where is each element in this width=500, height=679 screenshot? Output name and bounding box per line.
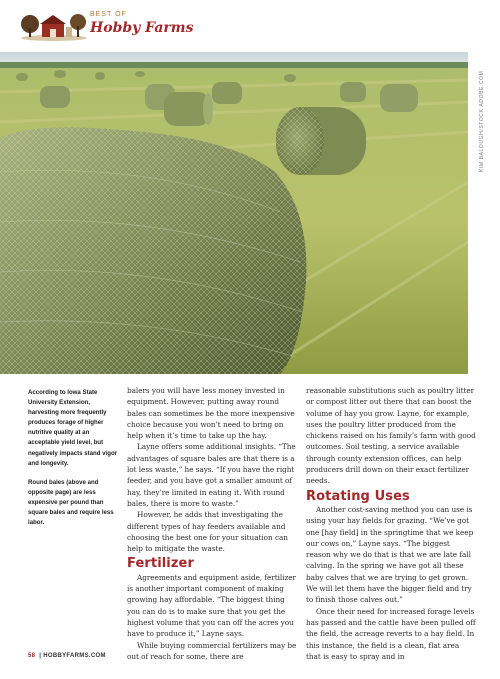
paragraph: However, he adds that investigating the different types of hay feeders available and choosing the best one for your situation can help to mitigate the waste. xyxy=(127,510,288,554)
farm-illustration-icon xyxy=(20,12,88,42)
best-of-hobby-farms-logo xyxy=(20,10,194,46)
hay-field-image xyxy=(0,52,468,374)
paragraph: Another cost-saving method you can use is using your hay fields for grazing. “We’ve got one [hay field] in the springtime that we keep our cows on,” Layne says. “The biggest reason why we do that is that we are late fall calving. In the spring we have got all these baby calves that we are trying to get grown. We will let them have the bigger field and try to finish those calves out.” xyxy=(306,504,474,605)
photo-credit: KIM BALOUGH/STOCK.ADOBE.COM xyxy=(479,70,485,172)
paragraph: balers you will have less money invested in equipment. However, putting away round bales can sometimes be the more inexpensive choice because you won’t need to bring on help when it’s time to take up the hay. xyxy=(127,386,295,441)
paragraph: While buying commercial fertilizers may be out of reach for some, there are xyxy=(127,640,297,661)
page-footer xyxy=(28,653,106,659)
caption-round-bales: Round bales (above and opposite page) are less expensive per pound than square bales and require less labor. xyxy=(28,478,114,527)
footer-divider: | xyxy=(39,653,44,659)
article-column-1 xyxy=(127,385,297,662)
page-header xyxy=(0,0,500,52)
hay-bales-photo xyxy=(0,52,468,374)
caption-iowa-state: According to Iowa State University Extension, harvesting more frequently produces forage of higher nutritive quality at an acceptable yield level, but negatively impacts stand vigor and longevity. xyxy=(28,389,118,467)
paragraph: reasonable substitutions such as poultry litter or compost litter out there that can boost the volume of hay you grow. Layne, for example, uses the poultry litter produced from the chickens raised on his family’s farm with good outcomes. Soil testing, a service available through county extension offices, can help producers drill down on their exact fertilizer needs. xyxy=(306,386,476,486)
logo-hobby-farms-text: Hobby Farms xyxy=(90,20,194,36)
page-number: 58 xyxy=(28,653,36,659)
article-column-2 xyxy=(306,385,476,662)
paragraph: Agreements and equipment aside, fertilizer is another important component of making growing hay affordable. “The biggest thing you can do is to make sure that you get the highest volume that you can off the acres you have to produce it,” Layne says. xyxy=(127,572,296,639)
footer-site: HOBBYFARMS.COM xyxy=(43,653,106,659)
paragraph: Layne offers some additional insights. “The advantages of square bales are that there is a lot less waste,” he says. “If you have the right feeder, and you have got a smaller amount of hay, they’re limited in eating it. With round bales, there is more to waste.” xyxy=(127,442,296,508)
paragraph: Once their need for increased forage levels has passed and the cattle have been pulled off the field, the acreage reverts to a hay field. In this instance, the field is a clean, flat area that is easy to spray and in xyxy=(306,606,476,661)
sidebar-captions xyxy=(28,388,118,537)
heading-fertilizer: Fertilizer xyxy=(127,556,194,572)
heading-rotating-uses: Rotating Uses xyxy=(306,488,410,504)
logo-best-of-text: BEST OF xyxy=(90,11,127,18)
